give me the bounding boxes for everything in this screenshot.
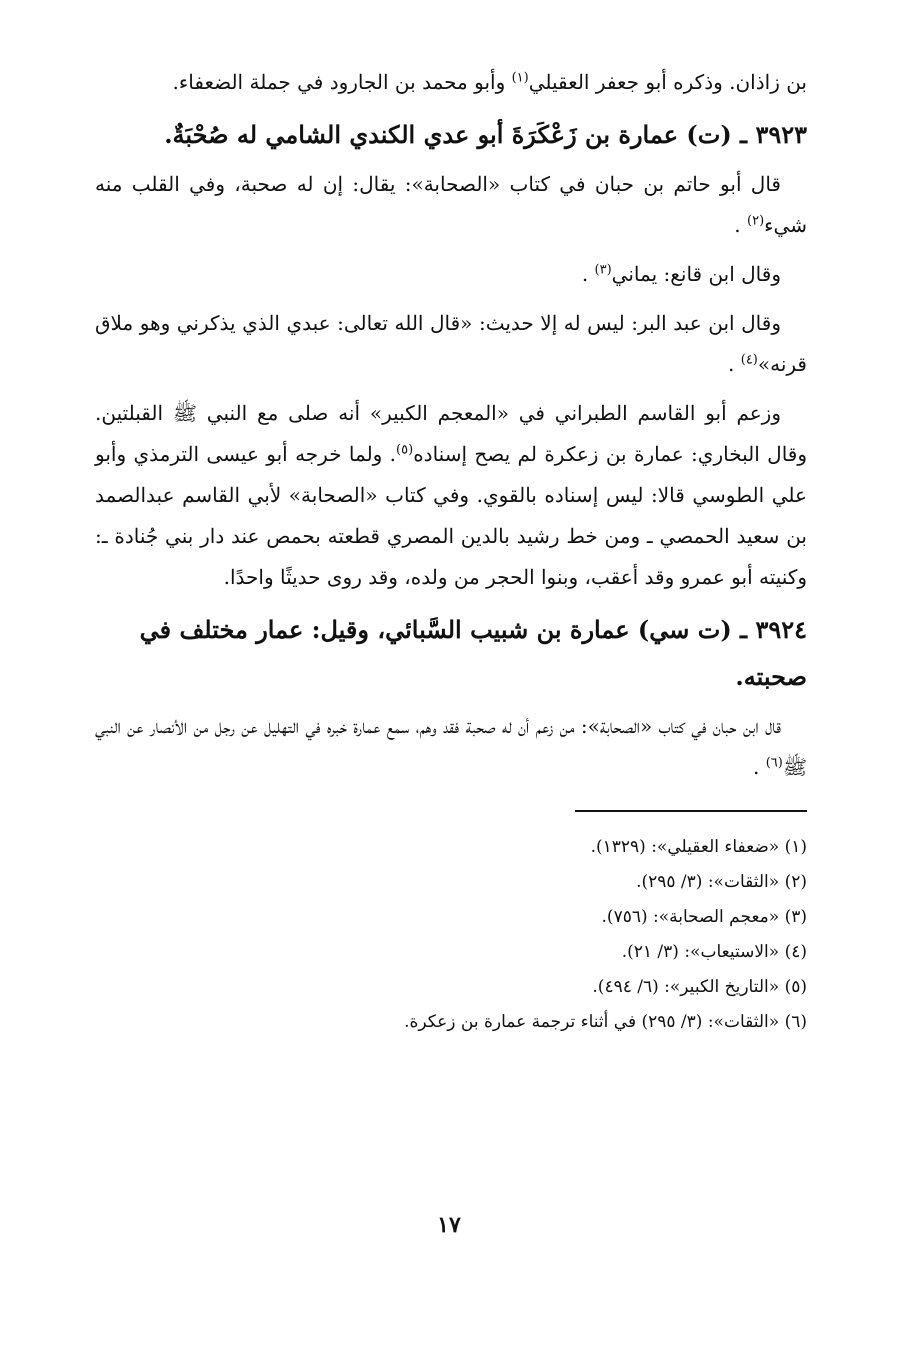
entry1-paragraph-1: قال أبو حاتم بن حبان في كتاب «الصحابة»: يقال: إن له صحبة، وفي القلب منه شيء$^{(٢)}$ .: [95, 172, 807, 237]
footnote-ref-3: (٣): [594, 262, 612, 278]
entry2-p1-text: قال ابن حبان في كتاب «الصحابة»: من زعم أن له صحبة فقد وهم، سمع عمارة خبره في التهليل عن رجل من الأنصار عن النبي ﷺ: [95, 714, 807, 779]
entry1-paragraph-3: وقال ابن عبد البر: ليس له إلا حديث: «قال الله تعالى: عبدي الذي يذكرني وهو ملاق قرنه»$^{(٤)}$ .: [95, 311, 807, 376]
footnote-1: (١) «ضعفاء العقيلي»: (١٣٢٩).: [590, 837, 807, 857]
entry-heading-3923: ٣٩٢٣ ـ (ت) عمارة بن زَعْكَرَةَ أبو عدي الكندي الشامي له صُحْبَةٌ.: [164, 120, 807, 149]
footnote-4: (٤) «الاستيعاب»: (٣/ ٢١).: [621, 942, 807, 962]
entry1-paragraph-4: [95, 393, 807, 598]
footnote-separator: [575, 810, 807, 812]
entry2-paragraph-1: قال ابن حبان في كتاب «الصحابة»: من زعم أن له صحبة فقد وهم، سمع عمارة خبره في التهليل عن رجل من الأنصار عن النبي ﷺ$^{(٦)}$ .: [95, 714, 807, 779]
top-paragraph: [95, 62, 807, 103]
footnote-6: (٦) «الثقات»: (٣/ ٢٩٥) في أثناء ترجمة عمارة بن زعكرة.: [404, 1012, 807, 1032]
page-number: ١٧: [437, 1212, 461, 1238]
top-paragraph-part2: وأبو محمد بن الجارود في جملة الضعفاء.: [172, 70, 512, 94]
entry1-p3-text: وقال ابن عبد البر: ليس له إلا حديث: «قال الله تعالى: عبدي الذي يذكرني وهو ملاق قرنه»: [95, 311, 807, 376]
footnote-ref-4: (٤): [740, 352, 758, 368]
footnotes: [95, 830, 807, 1040]
entry1-paragraph-2: وقال ابن قانع: يماني$^{(٣)}$ .: [581, 262, 781, 286]
footnote-ref-5: (٥): [396, 442, 414, 458]
entry1-p4-part1: وزعم أبو القاسم الطبراني في «المعجم الكبير» أنه صلى مع النبي ﷺ القبلتين. وقال البخاري: عمارة بن زعكرة لم يصح إسناده: [95, 401, 808, 466]
footnote-ref-6: (٦): [765, 755, 783, 771]
top-paragraph-part1: بن زاذان. وذكره أبو جعفر العقيلي: [528, 70, 807, 94]
entry1-p4-part2: . ولما خرجه أبو عيسى الترمذي وأبو علي الطوسي قالا: ليس إسناده بالقوي. وفي كتاب «الصحابة» لأبي القاسم عبدالصمد بن سعيد الحمصي ـ ومن خط رشيد بالدين المصري قطعته بحمص عند دار بني جُنادة ـ: وكنيته أبو عمرو وقد أعقب، وبنوا الحجر من ولده، وقد روى حديثًا واحدًا.: [95, 442, 807, 589]
footnote-3: (٣) «معجم الصحابة»: (٧٥٦).: [601, 907, 807, 927]
entry1-p2-text: وقال ابن قانع: يماني: [611, 262, 781, 286]
footnote-ref-2: (٢): [747, 213, 765, 229]
footnote-2: (٢) «الثقات»: (٣/ ٢٩٥).: [636, 872, 807, 892]
entry-heading-3924: ٣٩٢٤ ـ (ت سي) عمارة بن شبيب السَّبائي، وقيل: عمار مختلف في صحبته.: [139, 615, 807, 691]
footnote-ref-1: (١): [511, 70, 529, 86]
footnote-5: (٥) «التاريخ الكبير»: (٦/ ٤٩٤).: [592, 977, 807, 997]
page-body: [95, 62, 807, 1040]
entry1-p1-text: قال أبو حاتم بن حبان في كتاب «الصحابة»: يقال: إن له صحبة، وفي القلب منه شيء: [95, 172, 807, 237]
